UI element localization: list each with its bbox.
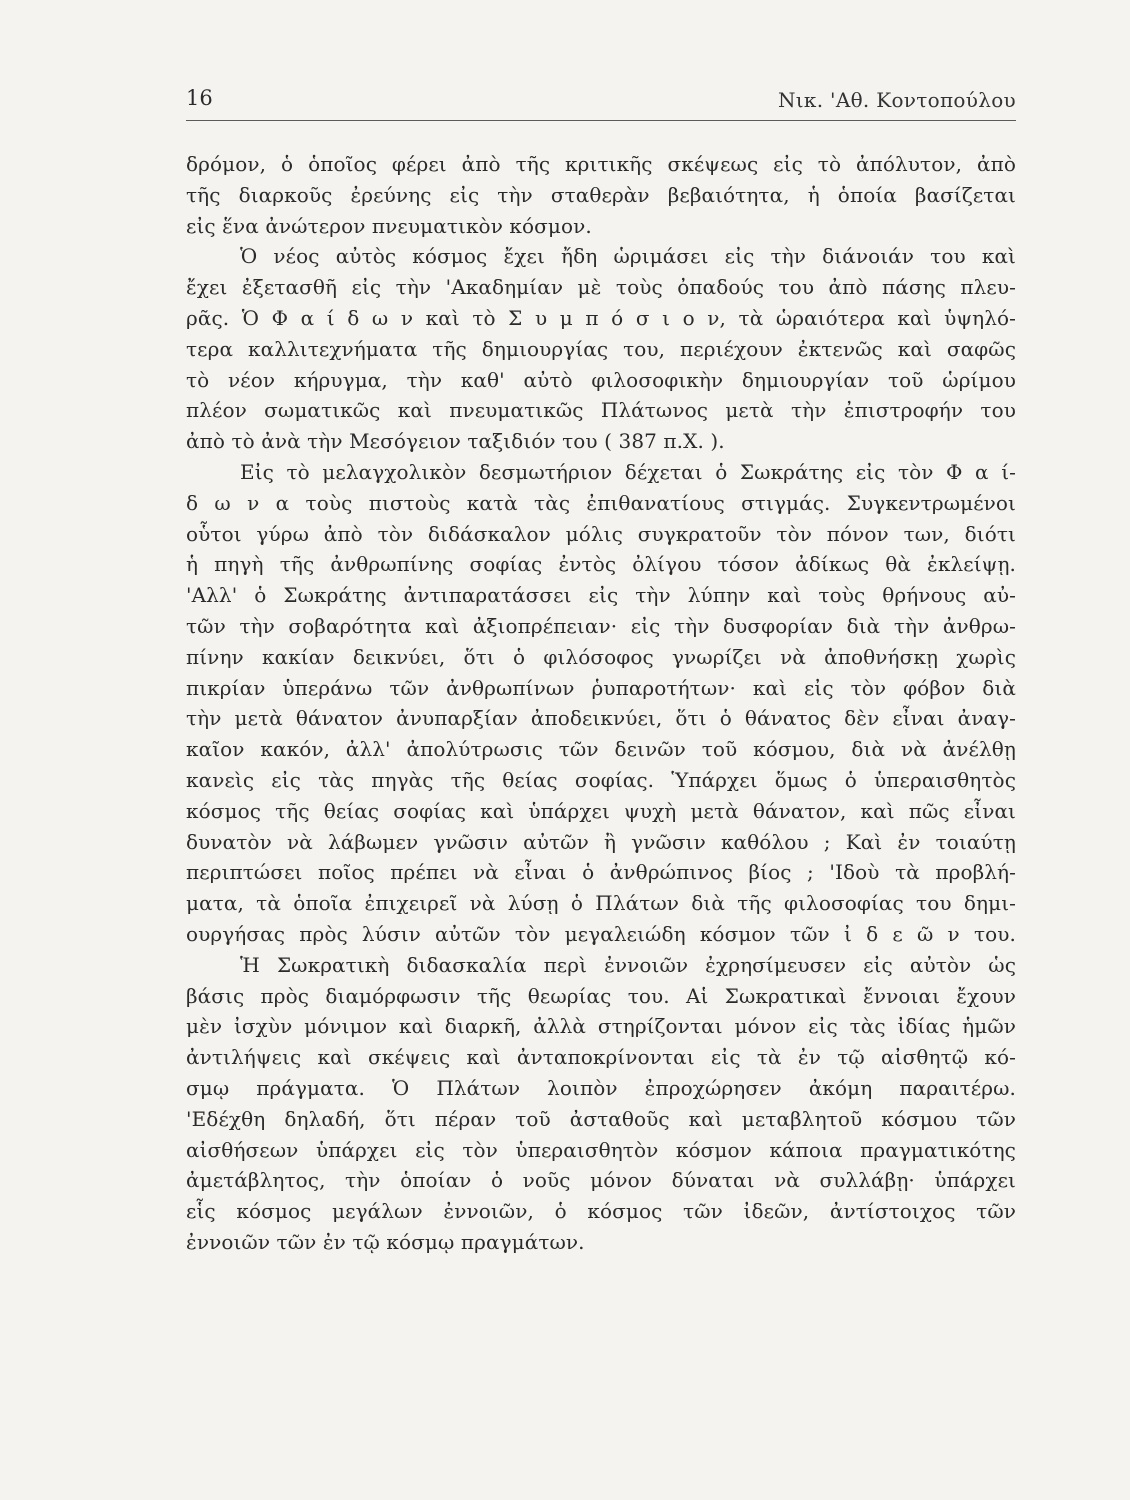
text-line: σμῳ πράγματα. Ὁ Πλάτων λοιπὸν ἐπροχώρησεν ἀκόμη παραιτέρω. <box>186 1075 1016 1100</box>
text-line: μὲν ἰσχὺν μόνιμον καὶ διαρκῆ, ἀλλὰ στηρίζονται μόνον εἰς τὰς ἰδίας ἡμῶν <box>186 1014 1016 1039</box>
text-line: ματα, τὰ ὁποῖα ἐπιχειρεῖ νὰ λύσῃ ὁ Πλάτων διὰ τῆς φιλοσοφίας του δημι- <box>186 891 1016 916</box>
text-line: δρόμον, ὁ ὁποῖος φέρει ἀπὸ τῆς κριτικῆς σκέψεως εἰς τὸ ἀπόλυτον, ἀπὸ <box>186 152 1016 176</box>
text-line: ἀντιλήψεις καὶ σκέψεις καὶ ἀνταποκρίνονται εἰς τὰ ἐν τῷ αἰσθητῷ κό- <box>186 1045 1016 1070</box>
text-line: 'Αλλ' ὁ Σωκράτης ἀντιπαρατάσσει εἰς τὴν λύπην καὶ τοὺς θρήνους αὐ- <box>186 583 1016 608</box>
text-line: πικρίαν ὑπεράνω τῶν ἀνθρωπίνων ῥυπαροτήτων· καὶ εἰς τὸν φόβον διὰ <box>186 675 1016 700</box>
page-header <box>186 84 1016 121</box>
text-line: περιπτώσει ποῖος πρέπει νὰ εἶναι ὁ ἀνθρώπινος βίος ; 'Ιδοὺ τὰ προβλή- <box>186 860 1016 885</box>
text-line: ἀπὸ τὸ ἀνὰ τὴν Μεσόγειον ταξιδιόν του ( 387 π.Χ. ). <box>186 429 725 454</box>
text-line: τῆς διαρκοῦς ἐρεύνης εἰς τὴν σταθερὰν βεβαιότητα, ἡ ὁποία βασίζεται <box>186 182 1016 207</box>
text-line: Εἰς τὸ μελαγχολικὸν δεσμωτήριον δέχεται ὁ Σωκράτης εἰς τὸν Φ α ί- <box>240 459 1016 484</box>
running-head: Νικ. 'Αθ. Κοντοπούλου <box>777 88 1016 112</box>
text-line: Ὁ νέος αὐτὸς κόσμος ἔχει ἤδη ὡριμάσει εἰς τὴν διάνοιάν του καὶ <box>240 244 1016 269</box>
text-line: εἷς κόσμος μεγάλων ἐννοιῶν, ὁ κόσμος τῶν ἰδεῶν, ἀντίστοιχος τῶν <box>186 1199 1016 1224</box>
text-line: πίνην κακίαν δεικνύει, ὅτι ὁ φιλόσοφος γνωρίζει νὰ ἀποθνήσκῃ χωρὶς <box>186 644 1016 669</box>
text-line: ουργήσας πρὸς λύσιν αὐτῶν τὸν μεγαλειώδη κόσμον τῶν ἰ δ ε ῶ ν του. <box>186 921 1016 946</box>
text-line: Ἡ Σωκρατικὴ διδασκαλία περὶ ἐννοιῶν ἐχρησίμευσεν εἰς αὐτὸν ὡς <box>240 952 1016 977</box>
body-text <box>186 149 1016 1258</box>
text-line: καῖον κακόν, ἀλλ' ἀπολύτρωσις τῶν δεινῶν τοῦ κόσμου, διὰ νὰ ἀνέλθῃ <box>186 737 1016 762</box>
text-line: δυνατὸν νὰ λάβωμεν γνῶσιν αὐτῶν ἢ γνῶσιν καθόλου ; Καὶ ἐν τοιαύτῃ <box>186 829 1016 854</box>
text-line: τῶν τὴν σοβαρότητα καὶ ἀξιοπρέπειαν· εἰς τὴν δυσφορίαν διὰ τὴν ἀνθρω- <box>186 613 1016 638</box>
text-line: κανεὶς εἰς τὰς πηγὰς τῆς θείας σοφίας. Ὑπάρχει ὅμως ὁ ὑπεραισθητὸς <box>186 767 1016 792</box>
text-line: ἔχει ἐξετασθῆ εἰς τὴν 'Ακαδημίαν μὲ τοὺς ὀπαδούς του ἀπὸ πάσης πλευ- <box>186 275 1016 300</box>
text-line: κόσμος τῆς θείας σοφίας καὶ ὑπάρχει ψυχὴ μετὰ θάνατον, καὶ πῶς εἶναι <box>186 798 1016 823</box>
text-line: τὴν μετὰ θάνατον ἀνυπαρξίαν ἀποδεικνύει, ὅτι ὁ θάνατος δὲν εἶναι ἀναγ- <box>186 706 1016 731</box>
text-line: πλέον σωματικῶς καὶ πνευματικῶς Πλάτωνος μετὰ τὴν ἐπιστροφήν του <box>186 398 1016 423</box>
text-line: δ ω ν α τοὺς πιστοὺς κατὰ τὰς ἐπιθανατίους στιγμάς. Συγκεντρωμένοι <box>186 490 1016 515</box>
text-line: ἐννοιῶν τῶν ἐν τῷ κόσμῳ πραγμάτων. <box>186 1229 585 1254</box>
text-line: οὗτοι γύρω ἀπὸ τὸν διδάσκαλον μόλις συγκρατοῦν τὸν πόνον των, διότι <box>186 521 1016 546</box>
text-line: 'Εδέχθη δηλαδή, ὅτι πέραν τοῦ ἀσταθοῦς καὶ μεταβλητοῦ κόσμου τῶν <box>186 1106 1016 1131</box>
text-line: αἰσθήσεων ὑπάρχει εἰς τὸν ὑπεραισθητὸν κόσμον κάποια πραγματικότης <box>186 1137 1016 1162</box>
text-line: εἰς ἕνα ἀνώτερον πνευματικὸν κόσμον. <box>186 213 592 238</box>
text-line: βάσις πρὸς διαμόρφωσιν τῆς θεωρίας του. Αἱ Σωκρατικαὶ ἔννοιαι ἔχουν <box>186 983 1016 1008</box>
text-line: ἡ πηγὴ τῆς ἀνθρωπίνης σοφίας ἐντὸς ὀλίγου τόσον ἀδίκως θὰ ἐκλείψῃ. <box>186 552 1016 577</box>
text-line: τερα καλλιτεχνήματα τῆς δημιουργίας του, περιέχουν ἐκτενῶς καὶ σαφῶς <box>186 336 1016 361</box>
text-line: ρᾶς. Ὁ Φ α ί δ ω ν καὶ τὸ Σ υ μ π ό σ ι ο ν, τὰ ὡραιότερα καὶ ὑψηλό- <box>186 305 1016 330</box>
text-line: τὸ νέον κήρυγμα, τὴν καθ' αὐτὸ φιλοσοφικὴν δημιουργίαν τοῦ ὡρίμου <box>186 367 1016 392</box>
page-number: 16 <box>186 86 213 110</box>
text-line: ἀμετάβλητος, τὴν ὁποίαν ὁ νοῦς μόνον δύναται νὰ συλλάβῃ· ὑπάρχει <box>186 1168 1016 1193</box>
